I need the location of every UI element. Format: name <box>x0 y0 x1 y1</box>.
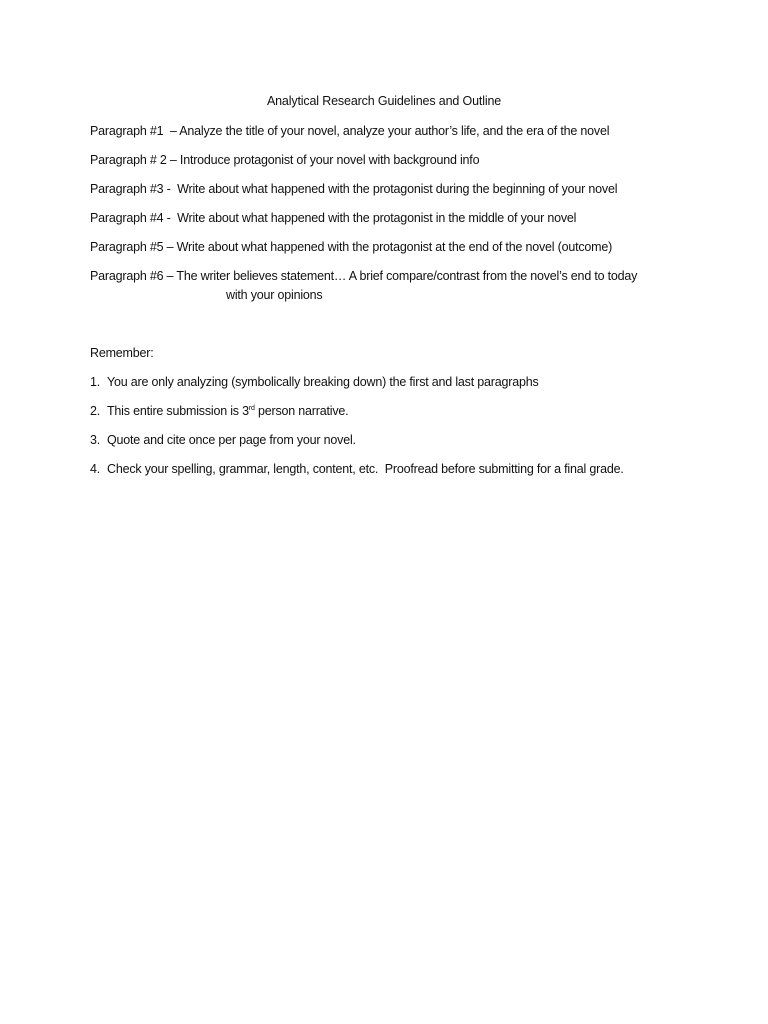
remember-item-1-number: 1. <box>90 375 101 389</box>
remember-item-2-superscript: rd <box>248 404 255 412</box>
remember-item-4 <box>90 462 624 476</box>
remember-item-1-text: You are only analyzing (symbolically breaking down) the first and last paragraphs <box>107 375 539 389</box>
remember-item-2-text-before: This entire submission is 3 <box>107 404 249 418</box>
paragraph-4-line <box>90 211 576 225</box>
paragraph-2-label: Paragraph # 2 <box>90 153 167 167</box>
remember-item-3-text: Quote and cite once per page from your novel. <box>107 433 356 447</box>
remember-item-2-text-after: person narrative. <box>254 404 349 418</box>
paragraph-5-line <box>90 240 612 254</box>
document-title: Analytical Research Guidelines and Outline <box>266 94 502 108</box>
paragraph-6-line <box>90 269 637 283</box>
remember-item-2-number: 2. <box>90 404 101 418</box>
paragraph-5-text: – Write about what happened with the protagonist at the end of the novel (outcome) <box>163 240 613 254</box>
paragraph-1-text: – Analyze the title of your novel, analyze your author’s life, and the era of the novel <box>163 124 610 138</box>
remember-item-3 <box>90 433 356 447</box>
paragraph-3-text: - Write about what happened with the protagonist during the beginning of your novel <box>163 182 618 196</box>
paragraph-1-label: Paragraph #1 <box>90 124 164 138</box>
paragraph-1-line <box>90 124 609 138</box>
remember-item-3-number: 3. <box>90 433 101 447</box>
paragraph-4-text: - Write about what happened with the protagonist in the middle of your novel <box>163 211 577 225</box>
paragraph-2-text: – Introduce protagonist of your novel with background info <box>166 153 480 167</box>
remember-item-1 <box>90 375 539 389</box>
paragraph-4-label: Paragraph #4 <box>90 211 164 225</box>
remember-item-4-number: 4. <box>90 462 101 476</box>
remember-item-2 <box>90 404 348 418</box>
paragraph-3-label: Paragraph #3 <box>90 182 164 196</box>
paragraph-3-line <box>90 182 617 196</box>
remember-heading: Remember: <box>90 346 154 360</box>
paragraph-5-label: Paragraph #5 <box>90 240 164 254</box>
remember-item-4-text: Check your spelling, grammar, length, content, etc. Proofread before submitting for a final grade. <box>107 462 624 476</box>
paragraph-6-text: – The writer believes statement… A brief compare/contrast from the novel’s end to today <box>163 269 638 283</box>
paragraph-6-continuation: with your opinions <box>226 288 323 302</box>
paragraph-2-line <box>90 153 479 167</box>
paragraph-6-label: Paragraph #6 <box>90 269 164 283</box>
